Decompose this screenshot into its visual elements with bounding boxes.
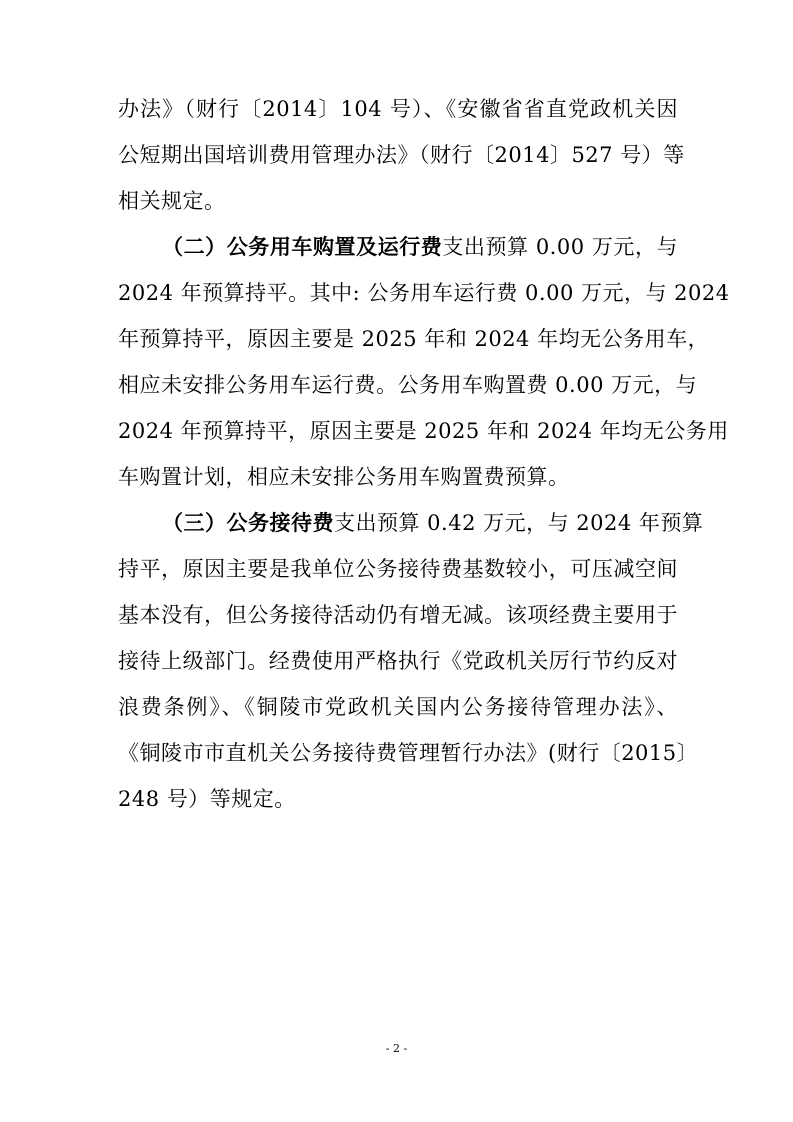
paragraph-line: 办法》（财行〔2014〕104 号）、《安徽省省直党政机关因: [118, 97, 678, 121]
paragraph-line: 浪费条例》、《铜陵市党政机关国内公务接待管理办法》、: [118, 695, 678, 719]
paragraph-text: 支出预算 0.00 万元，与: [442, 235, 679, 259]
paragraph-line: 248 号）等规定。: [118, 787, 296, 811]
paragraph-line: 基本没有，但公务接待活动仍有增无减。该项经费主要用于: [118, 603, 678, 627]
paragraph-line: 接待上级部门。经费使用严格执行《党政机关厉行节约反对: [118, 649, 678, 673]
paragraph-text: 支出预算 0.42 万元，与 2024 年预算: [334, 511, 704, 535]
paragraph-line: 2024 年预算持平。其中: 公务用车运行费 0.00 万元，与 2024: [118, 281, 730, 305]
page-number: - 2 -: [385, 1042, 408, 1055]
paragraph-line: 车购置计划，相应未安排公务用车购置费预算。: [118, 465, 570, 489]
paragraph-line: 年预算持平，原因主要是 2025 年和 2024 年均无公务用车，: [118, 327, 710, 351]
paragraph-line: 相应未安排公务用车运行费。公务用车购置费 0.00 万元，与: [118, 373, 698, 397]
paragraph-line: 2024 年预算持平，原因主要是 2025 年和 2024 年均无公务用: [118, 419, 729, 443]
section-heading-line: [162, 509, 704, 539]
paragraph-line: 《铜陵市市直机关公务接待费管理暂行办法》(财行〔2015〕: [118, 741, 699, 765]
section-heading-reception: （三）公务接待费: [162, 511, 334, 535]
paragraph-line: 持平，原因主要是我单位公务接待费基数较小，可压减空间: [118, 557, 678, 581]
paragraph-line: 相关规定。: [118, 189, 226, 213]
paragraph-line: 公短期出国培训费用管理办法》（财行〔2014〕527 号）等: [118, 143, 685, 167]
section-heading-vehicle: （二）公务用车购置及运行费: [162, 235, 443, 259]
section-heading-line: [162, 233, 678, 263]
